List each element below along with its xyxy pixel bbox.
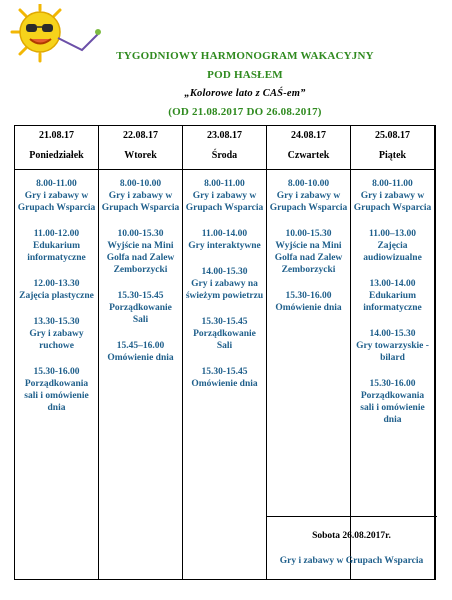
activity	[269, 178, 348, 214]
column-date: 22.08.17	[123, 130, 158, 141]
column-activities	[267, 178, 350, 328]
schedule-table	[14, 125, 436, 580]
activity-text: Gry i zabawy w Grupach Wsparcia	[101, 191, 180, 213]
activity-time: 8.00-11.00	[372, 179, 413, 189]
column-friday	[351, 126, 435, 579]
column-activities	[183, 178, 266, 404]
activity	[353, 328, 432, 364]
activity-time: 11.00–13.00	[369, 229, 416, 239]
column-wednesday	[183, 126, 267, 579]
header	[0, 0, 452, 125]
activity	[185, 228, 264, 252]
activity-time: 15.30-16.00	[369, 379, 416, 389]
activity-time: 15.30-15.45	[201, 367, 248, 377]
activity-time: 8.00-10.00	[287, 179, 330, 189]
column-day: Piątek	[378, 150, 407, 161]
column-activities	[15, 178, 98, 428]
activity-time: 10.00-15.30	[117, 229, 164, 239]
activity	[353, 178, 432, 214]
column-header	[351, 126, 434, 170]
activity-text: Gry towarzyskie - bilard	[356, 341, 429, 363]
title-line-2: POD HASŁEM	[207, 69, 283, 81]
activity	[101, 228, 180, 276]
column-monday	[15, 126, 99, 579]
activity-text: Wyjście na Mini Golfa nad Zalew Zemborzycki	[274, 241, 343, 275]
activity	[353, 378, 432, 426]
activity	[17, 178, 96, 214]
activity	[101, 290, 180, 326]
activity	[269, 228, 348, 276]
activity-time: 11.00-14.00	[201, 229, 248, 239]
activity	[101, 178, 180, 214]
activity-time: 10.00-15.30	[285, 229, 332, 239]
activity-time: 15.30-16.00	[285, 291, 332, 301]
date-range: (OD 21.08.2017 DO 26.08.2017)	[168, 106, 322, 118]
activity-time: 11.00-12.00	[33, 229, 80, 239]
column-day: Czwartek	[287, 150, 330, 161]
column-tuesday	[99, 126, 183, 579]
activity-time: 12.00-13.30	[33, 279, 80, 289]
activity-time: 13.30-15.30	[33, 317, 80, 327]
column-thursday	[267, 126, 351, 579]
activity-text: Gry i zabawy w Grupach Wsparcia	[353, 191, 432, 213]
activity-text: Gry interaktywne	[188, 241, 261, 251]
activity	[101, 340, 180, 364]
activity	[17, 278, 96, 302]
activity-text: Gry i zabawy w Grupach Wsparcia	[17, 191, 96, 213]
column-day: Poniedziałek	[29, 150, 84, 161]
activity-text: Porządkowania sali i omówienie dnia	[24, 379, 89, 413]
activity	[353, 278, 432, 314]
column-activities	[351, 178, 434, 440]
activity-text: Zajęcia audiowizualne	[363, 241, 422, 263]
activity	[185, 266, 264, 302]
column-date: 21.08.17	[39, 130, 74, 141]
title-line-1: TYGODNIOWY HARMONOGRAM WAKACYJNY	[116, 50, 374, 62]
activity-time: 8.00-10.00	[119, 179, 162, 189]
activity-text: Omówienie dnia	[275, 303, 342, 313]
activity-time: 15.30-15.45	[117, 291, 164, 301]
column-header	[267, 126, 350, 170]
activity-text: Edukarium informatyczne	[27, 241, 86, 263]
activity-text: Wyjście na Mini Golfa nad Zalew Zemborzycki	[106, 241, 175, 275]
column-day: Środa	[211, 150, 238, 161]
activity-time: 15.30-16.00	[33, 367, 80, 377]
activity-text: Gry i zabawy w Grupach Wsparcia	[269, 191, 348, 213]
activity-time: 8.00-11.00	[36, 179, 77, 189]
column-date: 24.08.17	[291, 130, 326, 141]
activity	[185, 366, 264, 390]
activity-time: 13.00-14.00	[369, 279, 416, 289]
activity	[353, 228, 432, 264]
activity-time: 14.00-15.30	[369, 329, 416, 339]
activity-text: Omówienie dnia	[191, 379, 258, 389]
column-date: 25.08.17	[375, 130, 410, 141]
activity-text: Omówienie dnia	[107, 353, 174, 363]
activity-text: Porządkowanie Sali	[193, 329, 256, 351]
activity-text: Porządkowania sali i omówienie dnia	[360, 391, 425, 425]
column-header	[15, 126, 98, 170]
column-day: Wtorek	[124, 150, 157, 161]
activity-time: 14.00-15.30	[201, 267, 248, 277]
activity-text: Zajęcia plastyczne	[19, 291, 94, 301]
activity-text: Edukarium informatyczne	[363, 291, 422, 313]
activity-time: 15.30-15.45	[201, 317, 248, 327]
column-date: 23.08.17	[207, 130, 242, 141]
motto: „Kolorowe lato z CAŚ-em”	[184, 88, 306, 99]
saturday-cell	[266, 516, 437, 581]
activity	[185, 316, 264, 352]
activity	[185, 178, 264, 214]
saturday-activity: Gry i zabawy w Grupach Wsparcia	[279, 556, 424, 566]
column-activities	[99, 178, 182, 378]
activity-text: Gry i zabawy ruchowe	[29, 329, 84, 351]
activity	[17, 366, 96, 414]
activity	[269, 290, 348, 314]
activity	[17, 228, 96, 264]
column-header	[183, 126, 266, 170]
activity-text: Porządkowanie Sali	[109, 303, 172, 325]
saturday-title: Sobota 26.08.2017r.	[312, 531, 391, 541]
activity-text: Gry i zabawy w Grupach Wsparcia	[185, 191, 264, 213]
activity-text: Gry i zabawy na świeżym powietrzu	[185, 279, 264, 301]
activity-time: 8.00-11.00	[204, 179, 245, 189]
activity	[17, 316, 96, 352]
column-header	[99, 126, 182, 170]
activity-time: 15.45–16.00	[116, 341, 165, 351]
